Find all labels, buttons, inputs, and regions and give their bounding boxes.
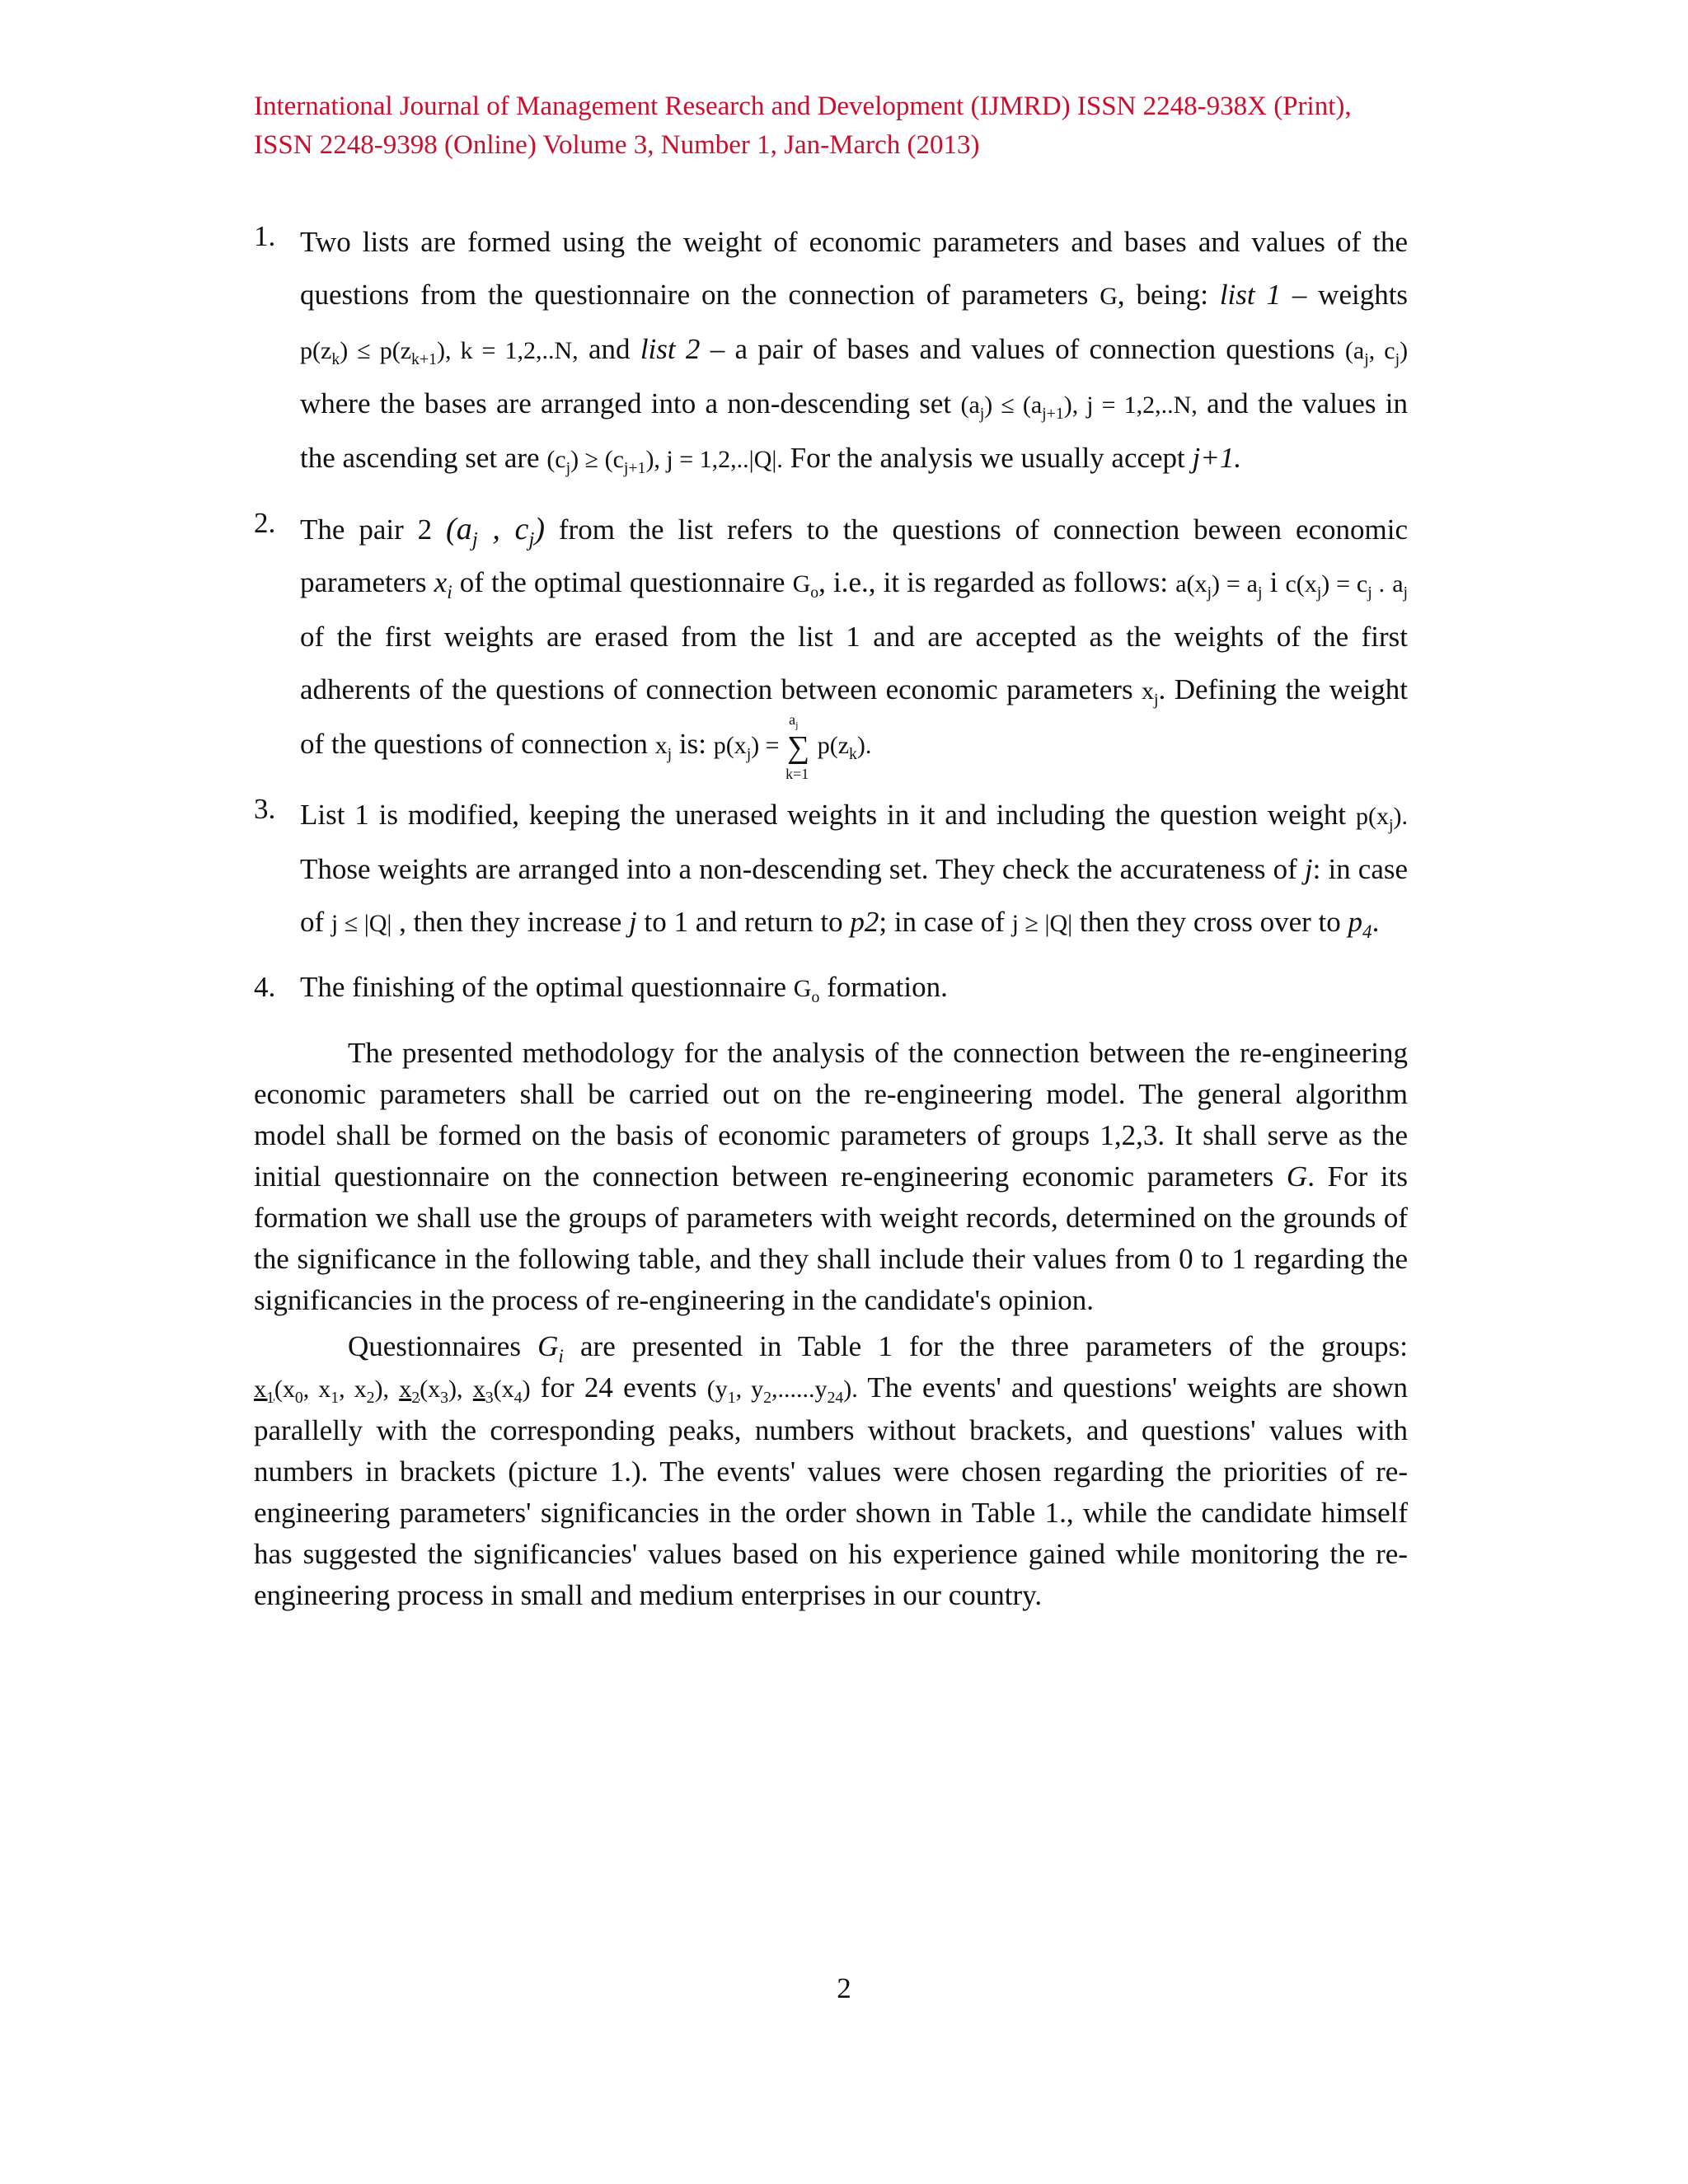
main-content [254,216,1408,1616]
formula-values: $(c_j) \ge (c_{j+1})$, j = 1,2,..|Q|. [546,446,783,477]
formula-Go: $G_o$ [793,975,820,1006]
formula-sum-weight: $p(x_j)$ = ∑ $a_j$ k=1 $p(z_k)$. [713,711,872,783]
header-line-2: ISSN 2248-9398 (Online) Volume 3, Number 1, Jan-March (2013) [254,130,980,160]
item-number: 4. [254,971,276,1003]
item-text: The pair 2 ($a_j$ , $c_j$) from the list refers to the questions of connection beween economic parameters $x_i$ of the optimal questionnaire $G_o$, i.e., it is regarded as follows: $a(x_j) = a_j$ i $c(x_j) = c_j$ . $a_j$ of the first weights are erased from the list 1 and are accepted as the weights of the first adherents of the questions of connection between economic parameters $x_j$. Defining the weight of the questions of connection $x_j$ is: $p(x_j)$ = ∑ $a_j$ k=1 $p(z_k)$. [300,512,1409,783]
formula-xi: $x_i$ [434,566,452,602]
formula-xj-2: $x_j$ [654,732,673,763]
formula-c-xj: $c(x_j) = c_j$ . [1285,570,1386,602]
formula-bases: $(a_j) \le (a_{j+1})$, j = 1,2,..N, [960,391,1198,423]
formula-j-ge-Q: j ≥ |Q| [1011,910,1073,937]
journal-header [254,87,1441,165]
sum-symbol: ∑ $a_j$ k=1 [785,711,810,783]
formula-x3: $x_3(x_4)$ [472,1376,531,1407]
formula-pair: ($a_j$, $c_j$) [1344,337,1409,368]
item-number: 2. [254,507,276,539]
body-paragraph-1: The presented methodology for the analysis of the connection between the re-engineering economic parameters shall be carried out on the re-engineering model. The general algorithm model shall be formed on the basis of economic parameters of groups 1,2,3. It shall serve as the initial questionnaire on the connection between re-engineering economic parameters G. For its formation we shall use the groups of parameters with weight records, determined on the grounds of the significance in the following table, and they shall include their values from 0 to 1 regarding the significancies in the process of re-engineering in the candidate's opinion. [254,1037,1408,1316]
formula-aj: $a_j$ [1392,570,1409,602]
formula-weights: $p(z_k) \le p(z_{k+1})$, k = 1,2,..N, [300,337,579,368]
formula-G: G [1100,283,1118,310]
formula-x1: $x_1(x_0$, $x_1$, $x_2$), [254,1376,390,1407]
list-item-2 [254,503,1409,783]
formula-p-xj: $p(x_j)$. [1356,803,1408,834]
formula-x2: $x_2(x_3)$, [399,1376,463,1407]
formula-Gi: $G_i$ [537,1330,564,1366]
item-text: The finishing of the optimal questionnaire $G_o$ formation. [300,971,948,1006]
item-number: 3. [254,793,276,825]
list-item-3 [254,789,1408,950]
list-item-4 [254,967,1408,1010]
formula-xj: $x_j$ [1142,677,1159,709]
page-number: 2 [837,1972,851,2004]
formula-pair-italic: ($a_j$ , $c_j$) [446,512,545,551]
formula-j-le-Q: j ≤ |Q| [331,910,392,937]
item-number: 1. [254,220,276,252]
item-text: Two lists are formed using the weight of economic parameters and bases and values of the questions from the questionnaire on the connection of parameters G, being: list 1 – weights $p(z_k) \le p(z_{k+1})$, k = 1,2,..N, and list 2 – a pair of bases and values of connection questions ($a_j$, $c_j$) where the bases are arranged into a non-descending set $(a_j) \le (a_{j+1})$, j = 1,2,..N, and the values in the ascending set are $(c_j) \ge (c_{j+1})$, j = 1,2,..|Q|. For the analysis we usually accept j+1. [300,226,1409,477]
formula-G: G [1286,1160,1308,1193]
formula-events: ($y_1$, $y_2,......y_{24}$). [706,1376,858,1407]
formula-Go: $G_o$ [792,570,819,602]
item-text: List 1 is modified, keeping the unerased weights in it and including the question weight $p(x_j)$. Those weights are arranged into a non-descending set. They check the accurateness of j: in case of j ≤ |Q| , then they increase j to 1 and return to p2; in case of j ≥ |Q| then they cross over to $p_4$. [300,799,1409,942]
list-item-1 [254,216,1408,486]
body-paragraph-2: Questionnaires $G_i$ are presented in Table 1 for the three parameters of the groups: $x_1(x_0$, $x_1$, $x_2$), $x_2(x_3)$, $x_3(x_4)$ for 24 events ($y_1$, $y_2,......y_{24}$). The events' and questions' weights are shown parallelly with the corresponding peaks, numbers without brackets, and questions' values with numbers in brackets (picture 1.). The events' values were chosen regarding the priorities of re-engineering parameters' significancies in the order shown in Table 1., while the candidate himself has suggested the significancies' values based on his experience gained while monitoring the re-engineering process in small and medium enterprises in our country. [254,1330,1408,1611]
header-line-1: International Journal of Management Research and Development (IJMRD) ISSN 2248-938X (Print), [254,91,1352,121]
formula-a-xj: $a(x_j) = a_j$ [1175,570,1263,602]
